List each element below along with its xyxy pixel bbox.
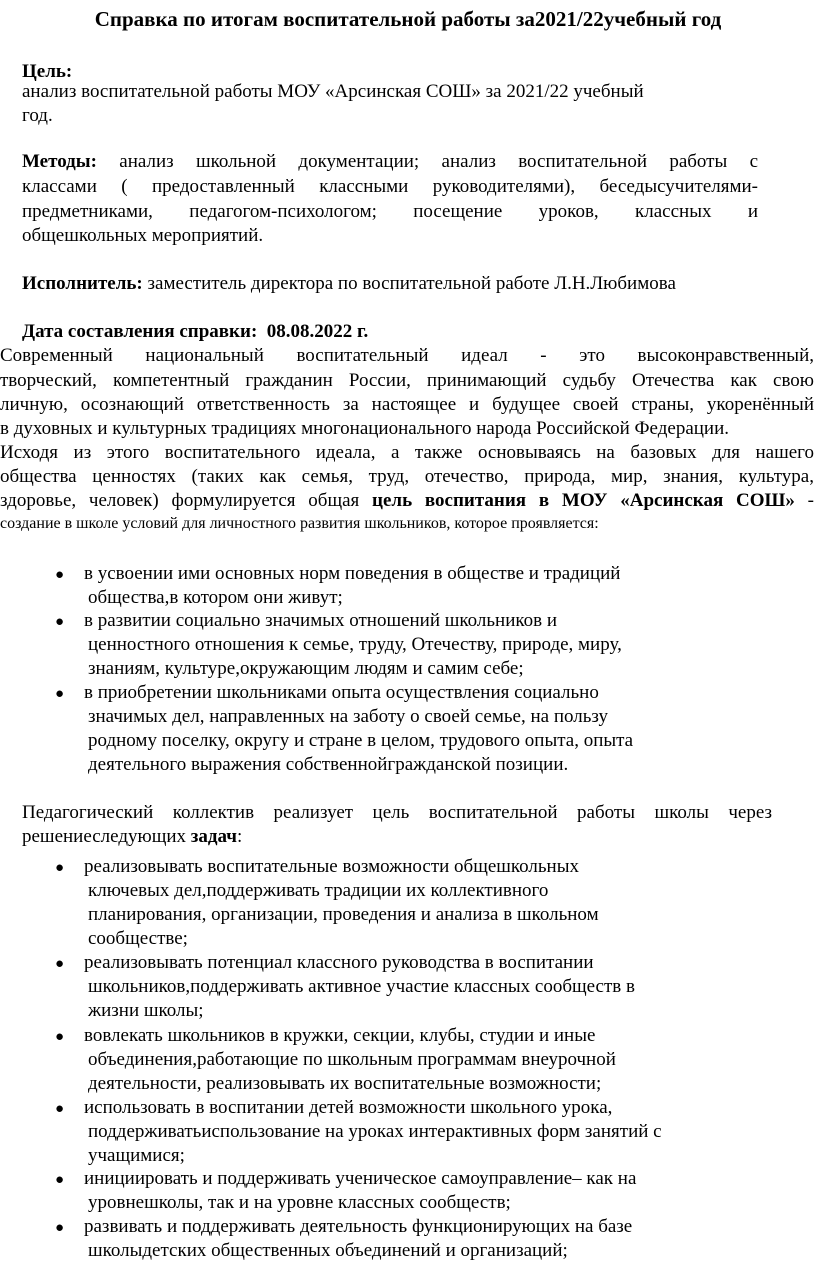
intro-line: Исходя из этого воспитательного идеала, а также основываясь на базовых для нашего: [0, 442, 814, 463]
methods-line: предметниками, педагогом-психологом; посещение уроков, классных и: [22, 201, 758, 222]
list-item-line: вовлекать школьников в кружки, секции, клубы, студии и иные: [84, 1025, 596, 1046]
methods-line: общешкольных мероприятий.: [22, 225, 264, 246]
goal-of-education: цель воспитания в МОУ «Арсинская СОШ»: [372, 490, 795, 511]
methods-line: классами ( предоставленный классными руководителями), беседысучителями-: [22, 176, 758, 197]
intro-line: [0, 489, 814, 513]
bullet-dot-icon: ●: [55, 860, 65, 876]
list-item-line: общества,в котором они живут;: [88, 587, 343, 608]
bullet-dot-icon: ●: [55, 686, 65, 702]
intro-line: в духовных и культурных традициях многонационального народа Российской Федерации.: [0, 418, 730, 439]
list-item-line: сообществе;: [88, 928, 188, 949]
goal-text-line: анализ воспитательной работы МОУ «Арсинская СОШ» за 2021/22 учебный: [22, 81, 644, 102]
list-item-line: ключевых дел,поддерживать традиции их коллективного: [88, 880, 549, 901]
date-value: 08.08.2022 г.: [266, 321, 369, 342]
executor-line: [22, 272, 676, 296]
intro-text: здоровье, человек) формулируется общая: [0, 490, 373, 511]
list-item-line: реализовывать воспитательные возможности общешкольных: [84, 856, 579, 877]
list-item-line: ценностного отношения к семье, труду, Отечеству, природе, миру,: [88, 634, 622, 655]
tasks-intro-text: :: [236, 826, 243, 847]
list-item-line: инициировать и поддерживать ученическое самоуправление– как на: [84, 1168, 637, 1189]
bullet-dot-icon: ●: [55, 1220, 65, 1236]
bullet-dot-icon: ●: [55, 567, 65, 583]
list-item-line: использовать в воспитании детей возможности школьного урока,: [84, 1097, 613, 1118]
list-item-line: поддерживатьиспользование на уроках интерактивных форм занятий с: [88, 1121, 662, 1142]
list-item-line: в развитии социально значимых отношений школьников и: [84, 610, 558, 631]
list-item-line: развивать и поддерживать деятельность функционирующих на базе: [84, 1216, 633, 1237]
intro-line: Современный национальный воспитательный идеал - это высоконравственный,: [0, 345, 814, 366]
intro-line: личную, осознающий ответственность за настоящее и будущее своей страны, укоренённый: [0, 394, 814, 415]
methods-label: Методы:: [22, 151, 97, 172]
list-item-line: в приобретении школьниками опыта осуществления социально: [84, 682, 599, 703]
list-item-line: родному поселку, округу и стране в целом, трудового опыта, опыта: [88, 730, 634, 751]
goal-label: Цель:: [22, 61, 73, 82]
list-item-line: реализовывать потенциал классного руководства в воспитании: [84, 952, 594, 973]
executor-value: заместитель директора по воспитательной работе Л.Н.Любимова: [142, 273, 676, 294]
list-item-line: школьников,поддерживать активное участие классных сообществ в: [88, 976, 635, 997]
intro-text: -: [794, 490, 814, 511]
tasks-intro-line: [22, 825, 242, 849]
goal-text-line: год.: [22, 105, 53, 126]
bullet-dot-icon: ●: [55, 614, 65, 630]
list-item-line: жизни школы;: [88, 1000, 204, 1021]
list-item-line: деятельности, реализовывать их воспитательные возможности;: [88, 1073, 602, 1094]
list-item-line: уровнешколы, так и на уровне классных сообществ;: [88, 1192, 511, 1213]
intro-line: творческий, компетентный гражданин России, принимающий судьбу Отечества как свою: [0, 370, 814, 391]
list-item-line: школыдетских общественных объединений и организаций;: [88, 1240, 568, 1261]
list-item-line: планирования, организации, проведения и анализа в школьном: [88, 904, 599, 925]
bullet-dot-icon: ●: [55, 1101, 65, 1117]
methods-line: [22, 150, 758, 174]
bullet-dot-icon: ●: [55, 1029, 65, 1045]
list-item-line: знаниям, культуре,окружающим людям и самим себе;: [88, 658, 524, 679]
bullet-dot-icon: ●: [55, 956, 65, 972]
list-item-line: деятельного выражения собственнойгражданской позиции.: [88, 754, 569, 775]
executor-label: Исполнитель:: [22, 273, 143, 294]
list-item-line: учащимися;: [88, 1145, 185, 1166]
tasks-word: задач: [190, 826, 237, 847]
tasks-intro-text: решениеследующих: [22, 826, 191, 847]
list-item-line: значимых дел, направленных на заботу о своей семье, на пользу: [88, 706, 608, 727]
list-item-line: объединения,работающие по школьным программам внеурочной: [88, 1049, 616, 1070]
date-line: [22, 320, 368, 344]
bullet-dot-icon: ●: [55, 1172, 65, 1188]
document-title: Справка по итогам воспитательной работы за2021/22учебный год: [94, 7, 722, 31]
list-item-line: в усвоении ими основных норм поведения в обществе и традиций: [84, 563, 621, 584]
tasks-intro-line: Педагогический коллектив реализует цель воспитательной работы школы через: [22, 802, 772, 823]
intro-line: создание в школе условий для личностного развития школьников, которое проявляется:: [0, 515, 599, 532]
date-label: Дата составления справки:: [22, 321, 258, 342]
methods-text: анализ школьной документации; анализ воспитательной работы с: [119, 151, 759, 172]
intro-line: общества ценностях (таких как семья, труд, отечество, природа, мир, знания, культура,: [0, 466, 814, 487]
